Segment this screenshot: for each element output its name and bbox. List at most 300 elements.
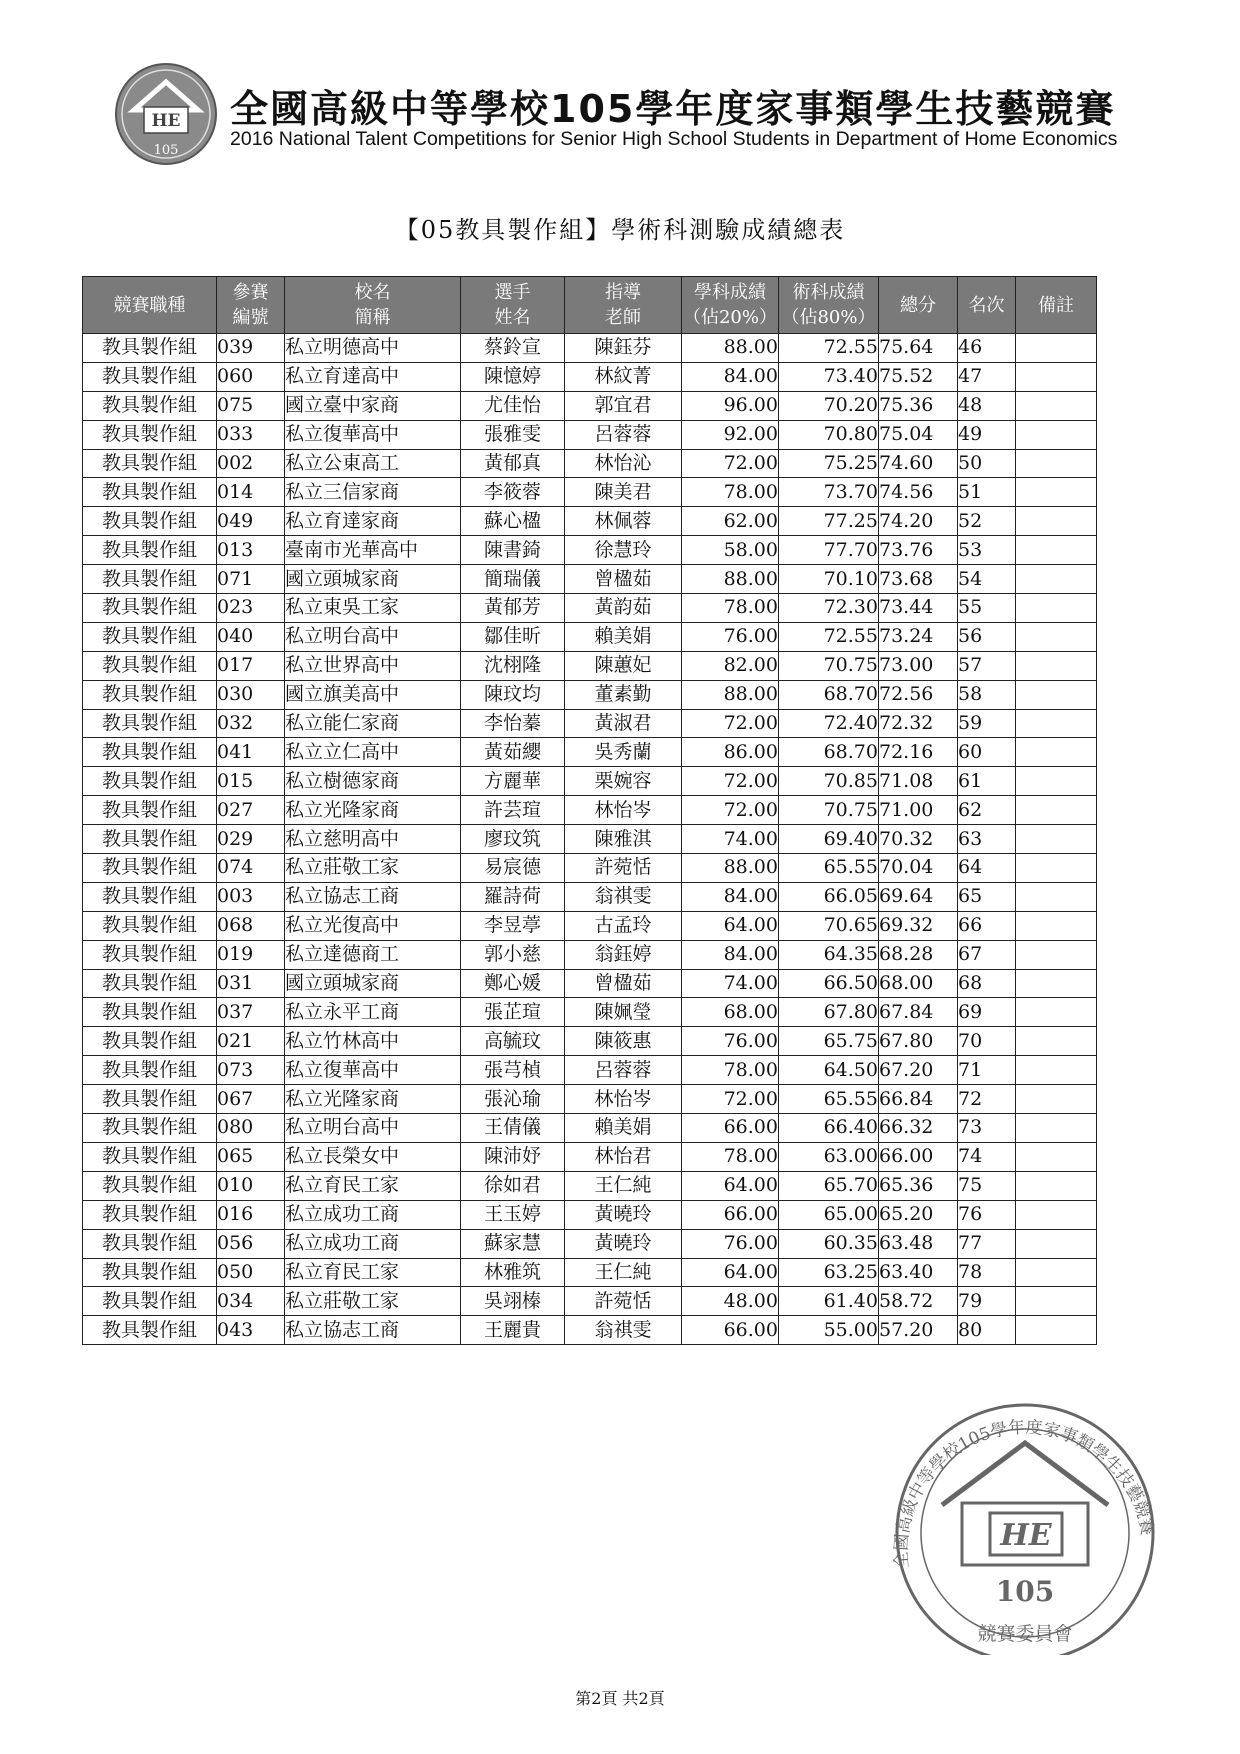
school-cell: 私立竹林高中 — [285, 1027, 461, 1056]
written-score-cell: 72.00 — [682, 709, 779, 738]
contestant-cell: 易宸德 — [461, 854, 565, 883]
written-score-cell: 72.00 — [682, 767, 779, 796]
category-cell: 教具製作組 — [83, 651, 217, 680]
column-header-line1: 指導 — [605, 282, 641, 303]
contestant-cell: 吳翊榛 — [461, 1287, 565, 1316]
written-score-cell: 72.00 — [682, 1085, 779, 1114]
teacher-cell: 吳秀蘭 — [565, 738, 682, 767]
practical-score-cell: 65.00 — [779, 1200, 879, 1229]
practical-score-cell: 65.55 — [779, 1085, 879, 1114]
rank-cell: 73 — [958, 1114, 1016, 1143]
rank-cell: 69 — [958, 998, 1016, 1027]
contestant-cell: 張沁瑜 — [461, 1085, 565, 1114]
entry-number-cell: 043 — [217, 1316, 285, 1345]
seal-ring-text: 全國高級中等學校105學年度家事類學生技藝競賽 — [891, 1417, 1158, 1569]
table-row — [83, 1229, 1097, 1258]
rank-cell: 48 — [958, 391, 1016, 420]
practical-score-cell: 70.10 — [779, 565, 879, 594]
practical-score-cell: 64.35 — [779, 940, 879, 969]
school-cell: 私立公東高工 — [285, 449, 461, 478]
column-header — [217, 277, 285, 334]
written-score-cell: 78.00 — [682, 1142, 779, 1171]
contestant-cell: 羅詩荷 — [461, 882, 565, 911]
school-cell: 私立光隆家商 — [285, 1085, 461, 1114]
category-cell: 教具製作組 — [83, 1200, 217, 1229]
total-score-cell: 63.40 — [879, 1258, 958, 1287]
total-score-cell: 71.00 — [879, 796, 958, 825]
total-score-cell: 73.76 — [879, 536, 958, 565]
column-header — [682, 277, 779, 334]
contestant-cell: 王麗貴 — [461, 1316, 565, 1345]
column-header-line2: 老師 — [605, 307, 641, 328]
contestant-cell: 鄒佳昕 — [461, 622, 565, 651]
written-score-cell: 78.00 — [682, 1056, 779, 1085]
table-row — [83, 680, 1097, 709]
rank-cell: 46 — [958, 334, 1016, 363]
category-cell: 教具製作組 — [83, 478, 217, 507]
practical-score-cell: 70.75 — [779, 651, 879, 680]
teacher-cell: 陳姵瑩 — [565, 998, 682, 1027]
school-cell: 私立莊敬工家 — [285, 1287, 461, 1316]
category-cell: 教具製作組 — [83, 882, 217, 911]
practical-score-cell: 63.25 — [779, 1258, 879, 1287]
school-cell: 私立樹德家商 — [285, 767, 461, 796]
written-score-cell: 72.00 — [682, 449, 779, 478]
column-header-line2: （佔20%） — [682, 307, 777, 328]
school-cell: 私立東吳工家 — [285, 594, 461, 623]
contestant-cell: 蘇心楹 — [461, 507, 565, 536]
rank-cell: 55 — [958, 594, 1016, 623]
remarks-cell — [1016, 536, 1097, 565]
teacher-cell: 林怡岑 — [565, 1085, 682, 1114]
category-cell: 教具製作組 — [83, 709, 217, 738]
practical-score-cell: 66.40 — [779, 1114, 879, 1143]
entry-number-cell: 060 — [217, 362, 285, 391]
category-cell: 教具製作組 — [83, 738, 217, 767]
school-cell: 私立三信家商 — [285, 478, 461, 507]
practical-score-cell: 70.75 — [779, 796, 879, 825]
table-row — [83, 449, 1097, 478]
category-cell: 教具製作組 — [83, 362, 217, 391]
contestant-cell: 尤佳怡 — [461, 391, 565, 420]
teacher-cell: 陳美君 — [565, 478, 682, 507]
remarks-cell — [1016, 594, 1097, 623]
table-row — [83, 565, 1097, 594]
total-score-cell: 70.32 — [879, 825, 958, 854]
total-score-cell: 67.80 — [879, 1027, 958, 1056]
written-score-cell: 78.00 — [682, 478, 779, 507]
school-cell: 私立育達高中 — [285, 362, 461, 391]
written-score-cell: 64.00 — [682, 1258, 779, 1287]
rank-cell: 60 — [958, 738, 1016, 767]
category-cell: 教具製作組 — [83, 767, 217, 796]
column-header — [879, 277, 958, 334]
category-cell: 教具製作組 — [83, 998, 217, 1027]
entry-number-cell: 019 — [217, 940, 285, 969]
contestant-cell: 簡瑞儀 — [461, 565, 565, 594]
school-cell: 國立頭城家商 — [285, 969, 461, 998]
table-row — [83, 391, 1097, 420]
category-cell: 教具製作組 — [83, 334, 217, 363]
school-cell: 私立協志工商 — [285, 882, 461, 911]
contestant-cell: 張雅雯 — [461, 420, 565, 449]
category-cell: 教具製作組 — [83, 622, 217, 651]
contestant-cell: 李昱葶 — [461, 911, 565, 940]
teacher-cell: 林怡沁 — [565, 449, 682, 478]
written-score-cell: 88.00 — [682, 565, 779, 594]
written-score-cell: 82.00 — [682, 651, 779, 680]
remarks-cell — [1016, 1171, 1097, 1200]
category-cell: 教具製作組 — [83, 449, 217, 478]
school-cell: 私立世界高中 — [285, 651, 461, 680]
contestant-cell: 方麗華 — [461, 767, 565, 796]
table-row — [83, 478, 1097, 507]
teacher-cell: 王仁純 — [565, 1258, 682, 1287]
rank-cell: 70 — [958, 1027, 1016, 1056]
entry-number-cell: 037 — [217, 998, 285, 1027]
column-header — [958, 277, 1016, 334]
remarks-cell — [1016, 738, 1097, 767]
practical-score-cell: 65.75 — [779, 1027, 879, 1056]
school-cell: 私立協志工商 — [285, 1316, 461, 1345]
rank-cell: 56 — [958, 622, 1016, 651]
practical-score-cell: 70.65 — [779, 911, 879, 940]
rank-cell: 76 — [958, 1200, 1016, 1229]
total-score-cell: 69.32 — [879, 911, 958, 940]
remarks-cell — [1016, 796, 1097, 825]
contestant-cell: 郭小慈 — [461, 940, 565, 969]
school-cell: 私立立仁高中 — [285, 738, 461, 767]
committee-seal — [880, 1385, 1170, 1655]
written-score-cell: 88.00 — [682, 680, 779, 709]
column-header-line2: 簡稱 — [354, 307, 391, 328]
entry-number-cell: 074 — [217, 854, 285, 883]
entry-number-cell: 068 — [217, 911, 285, 940]
teacher-cell: 王仁純 — [565, 1171, 682, 1200]
category-cell: 教具製作組 — [83, 1171, 217, 1200]
column-header — [285, 277, 461, 334]
entry-number-cell: 010 — [217, 1171, 285, 1200]
written-score-cell: 84.00 — [682, 362, 779, 391]
school-cell: 私立明台高中 — [285, 1114, 461, 1143]
entry-number-cell: 027 — [217, 796, 285, 825]
category-cell: 教具製作組 — [83, 940, 217, 969]
table-row — [83, 1171, 1097, 1200]
column-header-line2: 姓名 — [494, 307, 531, 328]
teacher-cell: 林怡岑 — [565, 796, 682, 825]
total-score-cell: 68.00 — [879, 969, 958, 998]
table-row — [83, 969, 1097, 998]
column-header — [779, 277, 879, 334]
competition-title: 全國高級中等學校105學年度家事類學生技藝競賽 — [230, 87, 1116, 131]
entry-number-cell: 067 — [217, 1085, 285, 1114]
contestant-cell: 沈栩隆 — [461, 651, 565, 680]
entry-number-cell: 013 — [217, 536, 285, 565]
rank-cell: 71 — [958, 1056, 1016, 1085]
teacher-cell: 呂蓉蓉 — [565, 420, 682, 449]
column-header-line1: 校名 — [354, 282, 391, 303]
school-cell: 私立育民工家 — [285, 1258, 461, 1287]
table-row — [83, 1287, 1097, 1316]
school-cell: 國立旗美高中 — [285, 680, 461, 709]
teacher-cell: 林怡君 — [565, 1142, 682, 1171]
table-row — [83, 854, 1097, 883]
remarks-cell — [1016, 680, 1097, 709]
table-row — [83, 911, 1097, 940]
category-cell: 教具製作組 — [83, 911, 217, 940]
rank-cell: 61 — [958, 767, 1016, 796]
category-cell: 教具製作組 — [83, 680, 217, 709]
written-score-cell: 76.00 — [682, 622, 779, 651]
written-score-cell: 58.00 — [682, 536, 779, 565]
contestant-cell: 黃郁芳 — [461, 594, 565, 623]
written-score-cell: 66.00 — [682, 1114, 779, 1143]
rank-cell: 47 — [958, 362, 1016, 391]
column-header-line1: 名次 — [968, 294, 1005, 316]
table-row — [83, 1200, 1097, 1229]
category-cell: 教具製作組 — [83, 536, 217, 565]
written-score-cell: 74.00 — [682, 969, 779, 998]
total-score-cell: 73.68 — [879, 565, 958, 594]
remarks-cell — [1016, 882, 1097, 911]
contestant-cell: 蔡鈴宣 — [461, 334, 565, 363]
category-cell: 教具製作組 — [83, 1142, 217, 1171]
entry-number-cell: 016 — [217, 1200, 285, 1229]
column-header-line2: （佔80%） — [781, 307, 876, 328]
category-cell: 教具製作組 — [83, 420, 217, 449]
competition-logo — [114, 62, 218, 166]
practical-score-cell: 66.05 — [779, 882, 879, 911]
total-score-cell: 68.28 — [879, 940, 958, 969]
entry-number-cell: 032 — [217, 709, 285, 738]
school-cell: 臺南市光華高中 — [285, 536, 461, 565]
rank-cell: 75 — [958, 1171, 1016, 1200]
remarks-cell — [1016, 420, 1097, 449]
remarks-cell — [1016, 334, 1097, 363]
contestant-cell: 鄭心媛 — [461, 969, 565, 998]
practical-score-cell: 70.85 — [779, 767, 879, 796]
teacher-cell: 曾楹茹 — [565, 565, 682, 594]
school-cell: 私立莊敬工家 — [285, 854, 461, 883]
table-row — [83, 940, 1097, 969]
remarks-cell — [1016, 565, 1097, 594]
teacher-cell: 賴美娟 — [565, 1114, 682, 1143]
written-score-cell: 88.00 — [682, 854, 779, 883]
rank-cell: 62 — [958, 796, 1016, 825]
table-row — [83, 536, 1097, 565]
written-score-cell: 64.00 — [682, 911, 779, 940]
practical-score-cell: 73.70 — [779, 478, 879, 507]
written-score-cell: 76.00 — [682, 1229, 779, 1258]
written-score-cell: 96.00 — [682, 391, 779, 420]
remarks-cell — [1016, 391, 1097, 420]
document-title: 【05教具製作組】學術科測驗成績總表 — [394, 216, 846, 244]
column-header-line1: 備註 — [1038, 294, 1074, 316]
written-score-cell: 64.00 — [682, 1171, 779, 1200]
remarks-cell — [1016, 940, 1097, 969]
category-cell: 教具製作組 — [83, 1027, 217, 1056]
total-score-cell: 65.20 — [879, 1200, 958, 1229]
teacher-cell: 黃淑君 — [565, 709, 682, 738]
total-score-cell: 74.60 — [879, 449, 958, 478]
table-row — [83, 738, 1097, 767]
total-score-cell: 75.36 — [879, 391, 958, 420]
written-score-cell: 84.00 — [682, 940, 779, 969]
rank-cell: 53 — [958, 536, 1016, 565]
category-cell: 教具製作組 — [83, 1287, 217, 1316]
remarks-cell — [1016, 1056, 1097, 1085]
remarks-cell — [1016, 622, 1097, 651]
teacher-cell: 黃曉玲 — [565, 1229, 682, 1258]
contestant-cell: 王玉婷 — [461, 1200, 565, 1229]
remarks-cell — [1016, 1027, 1097, 1056]
entry-number-cell: 041 — [217, 738, 285, 767]
entry-number-cell: 065 — [217, 1142, 285, 1171]
table-row — [83, 998, 1097, 1027]
school-cell: 私立達德商工 — [285, 940, 461, 969]
remarks-cell — [1016, 911, 1097, 940]
table-row — [83, 651, 1097, 680]
table-row — [83, 1142, 1097, 1171]
total-score-cell: 66.00 — [879, 1142, 958, 1171]
school-cell: 私立永平工商 — [285, 998, 461, 1027]
table-row — [83, 362, 1097, 391]
entry-number-cell: 039 — [217, 334, 285, 363]
rank-cell: 57 — [958, 651, 1016, 680]
practical-score-cell: 60.35 — [779, 1229, 879, 1258]
competition-subtitle-en: 2016 National Talent Competitions for Senior High School Students in Department of Home Economics — [230, 128, 1118, 150]
teacher-cell: 許菀恬 — [565, 1287, 682, 1316]
remarks-cell — [1016, 449, 1097, 478]
school-cell: 私立復華高中 — [285, 420, 461, 449]
rank-cell: 67 — [958, 940, 1016, 969]
table-row — [83, 622, 1097, 651]
school-cell: 國立頭城家商 — [285, 565, 461, 594]
school-cell: 國立臺中家商 — [285, 391, 461, 420]
category-cell: 教具製作組 — [83, 1229, 217, 1258]
teacher-cell: 翁祺雯 — [565, 882, 682, 911]
entry-number-cell: 033 — [217, 420, 285, 449]
entry-number-cell: 023 — [217, 594, 285, 623]
column-header — [461, 277, 565, 334]
total-score-cell: 57.20 — [879, 1316, 958, 1345]
school-cell: 私立長榮女中 — [285, 1142, 461, 1171]
practical-score-cell: 66.50 — [779, 969, 879, 998]
rank-cell: 72 — [958, 1085, 1016, 1114]
teacher-cell: 陳筱惠 — [565, 1027, 682, 1056]
teacher-cell: 黃曉玲 — [565, 1200, 682, 1229]
category-cell: 教具製作組 — [83, 391, 217, 420]
entry-number-cell: 071 — [217, 565, 285, 594]
total-score-cell: 67.84 — [879, 998, 958, 1027]
entry-number-cell: 021 — [217, 1027, 285, 1056]
contestant-cell: 許芸瑄 — [461, 796, 565, 825]
column-header-line1: 競賽職種 — [113, 294, 186, 316]
entry-number-cell: 015 — [217, 767, 285, 796]
column-header — [1016, 277, 1097, 334]
written-score-cell: 86.00 — [682, 738, 779, 767]
teacher-cell: 賴美娟 — [565, 622, 682, 651]
table-row — [83, 767, 1097, 796]
school-cell: 私立光隆家商 — [285, 796, 461, 825]
remarks-cell — [1016, 1142, 1097, 1171]
practical-score-cell: 73.40 — [779, 362, 879, 391]
logo-text: HE — [151, 111, 181, 131]
category-cell: 教具製作組 — [83, 854, 217, 883]
written-score-cell: 76.00 — [682, 1027, 779, 1056]
entry-number-cell: 017 — [217, 651, 285, 680]
entry-number-cell: 049 — [217, 507, 285, 536]
practical-score-cell: 70.20 — [779, 391, 879, 420]
total-score-cell: 67.20 — [879, 1056, 958, 1085]
remarks-cell — [1016, 998, 1097, 1027]
remarks-cell — [1016, 767, 1097, 796]
practical-score-cell: 63.00 — [779, 1142, 879, 1171]
written-score-cell: 66.00 — [682, 1316, 779, 1345]
category-cell: 教具製作組 — [83, 565, 217, 594]
entry-number-cell: 056 — [217, 1229, 285, 1258]
entry-number-cell: 040 — [217, 622, 285, 651]
remarks-cell — [1016, 651, 1097, 680]
remarks-cell — [1016, 362, 1097, 391]
rank-cell: 51 — [958, 478, 1016, 507]
written-score-cell: 88.00 — [682, 334, 779, 363]
practical-score-cell: 72.55 — [779, 622, 879, 651]
entry-number-cell: 002 — [217, 449, 285, 478]
rank-cell: 77 — [958, 1229, 1016, 1258]
total-score-cell: 58.72 — [879, 1287, 958, 1316]
written-score-cell: 78.00 — [682, 594, 779, 623]
column-header-line2: 編號 — [232, 307, 269, 328]
rank-cell: 80 — [958, 1316, 1016, 1345]
total-score-cell: 73.44 — [879, 594, 958, 623]
table-row — [83, 420, 1097, 449]
results-table-header — [83, 277, 1097, 334]
remarks-cell — [1016, 1287, 1097, 1316]
rank-cell: 68 — [958, 969, 1016, 998]
teacher-cell: 曾楹茹 — [565, 969, 682, 998]
rank-cell: 52 — [958, 507, 1016, 536]
contestant-cell: 徐如君 — [461, 1171, 565, 1200]
table-row — [83, 796, 1097, 825]
teacher-cell: 陳蕙妃 — [565, 651, 682, 680]
category-cell: 教具製作組 — [83, 1056, 217, 1085]
total-score-cell: 75.04 — [879, 420, 958, 449]
results-table — [82, 276, 1097, 1345]
teacher-cell: 呂蓉蓉 — [565, 1056, 682, 1085]
contestant-cell: 張芷瑄 — [461, 998, 565, 1027]
entry-number-cell: 050 — [217, 1258, 285, 1287]
total-score-cell: 72.32 — [879, 709, 958, 738]
category-cell: 教具製作組 — [83, 796, 217, 825]
rank-cell: 58 — [958, 680, 1016, 709]
category-cell: 教具製作組 — [83, 1085, 217, 1114]
teacher-cell: 徐慧玲 — [565, 536, 682, 565]
rank-cell: 78 — [958, 1258, 1016, 1287]
contestant-cell: 蘇家慧 — [461, 1229, 565, 1258]
school-cell: 私立能仁家商 — [285, 709, 461, 738]
remarks-cell — [1016, 1229, 1097, 1258]
practical-score-cell: 77.70 — [779, 536, 879, 565]
contestant-cell: 陳憶婷 — [461, 362, 565, 391]
teacher-cell: 栗婉容 — [565, 767, 682, 796]
table-row — [83, 507, 1097, 536]
remarks-cell — [1016, 1085, 1097, 1114]
teacher-cell: 古孟玲 — [565, 911, 682, 940]
written-score-cell: 68.00 — [682, 998, 779, 1027]
practical-score-cell: 72.55 — [779, 334, 879, 363]
column-header — [83, 277, 217, 334]
